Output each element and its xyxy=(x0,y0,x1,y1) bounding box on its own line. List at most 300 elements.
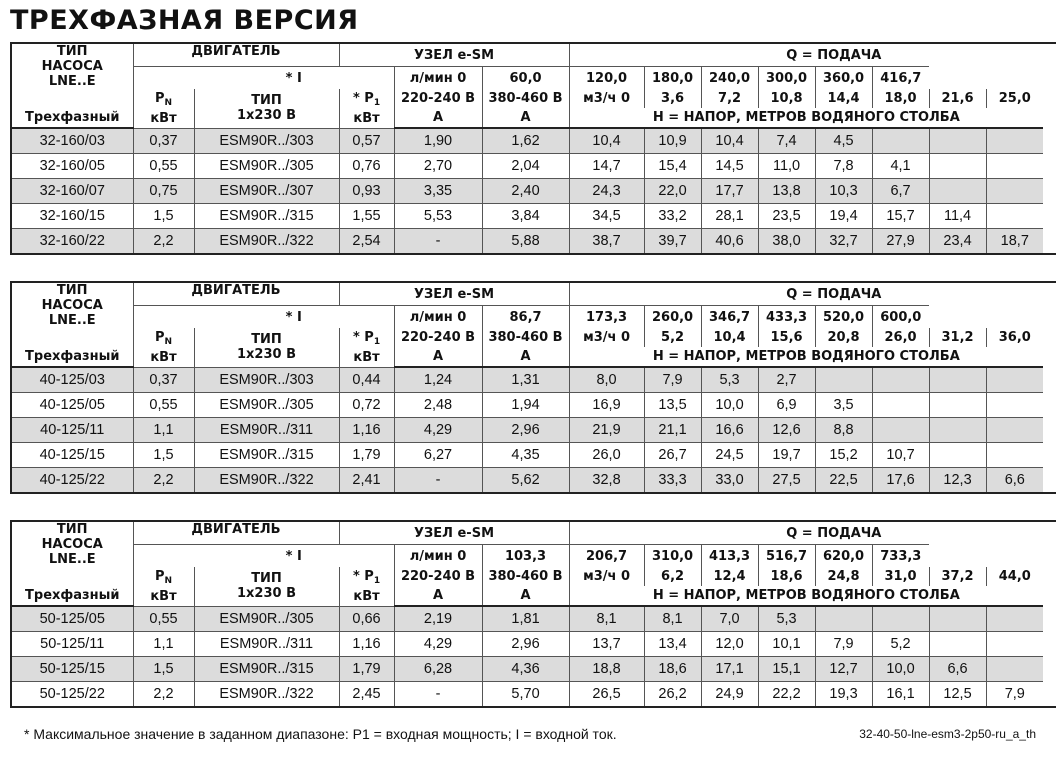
head-value: 5,3 xyxy=(758,606,815,632)
pump-type-line-2: НАСОСА xyxy=(41,537,103,552)
flow-lmin-value: 300,0 xyxy=(758,67,815,89)
motor-group-header: ДВИГАТЕЛЬ xyxy=(133,43,339,67)
current-220-value: - xyxy=(394,682,482,708)
flow-m3h-value: 31,2 xyxy=(929,328,986,347)
p1-value: 0,76 xyxy=(339,154,394,179)
pump-model: 40-125/15 xyxy=(11,443,133,468)
table-row xyxy=(11,443,1056,468)
p1-subscript: 1 xyxy=(373,575,381,586)
head-value: 27,5 xyxy=(758,468,815,494)
pn-label xyxy=(133,328,194,367)
flow-m3h-value: 7,2 xyxy=(701,89,758,108)
p1-unit: кВт xyxy=(353,110,380,126)
pump-table-1 xyxy=(10,42,1056,255)
current-380-value: 4,36 xyxy=(482,657,569,682)
pump-model: 32-160/07 xyxy=(11,179,133,204)
amp-unit-380: А xyxy=(482,347,569,367)
p1-unit: кВт xyxy=(353,588,380,604)
p1-value: 2,45 xyxy=(339,682,394,708)
table-row xyxy=(11,367,1056,393)
flow-lmin-value: 413,3 xyxy=(701,545,758,567)
p1-label xyxy=(339,89,394,128)
flow-m3h-value: 15,6 xyxy=(758,328,815,347)
flow-lmin-value: 240,0 xyxy=(701,67,758,89)
motor-group-header: ДВИГАТЕЛЬ xyxy=(133,282,339,306)
head-value xyxy=(929,418,986,443)
pn-value: 0,37 xyxy=(133,367,194,393)
head-value: 7,4 xyxy=(758,128,815,154)
head-value xyxy=(872,418,929,443)
esm-unit-header: УЗЕЛ e-SM xyxy=(339,521,569,545)
pump-model: 32-160/22 xyxy=(11,229,133,255)
head-value: 12,5 xyxy=(929,682,986,708)
flow-lmin-value: 103,3 xyxy=(482,545,569,567)
head-value xyxy=(986,179,1043,204)
head-value: 26,0 xyxy=(569,443,644,468)
head-header: Н = НАПОР, МЕТРОВ ВОДЯНОГО СТОЛБА xyxy=(569,108,1043,128)
current-380-value: 1,31 xyxy=(482,367,569,393)
head-value: 24,9 xyxy=(701,682,758,708)
flow-lmin-value: 620,0 xyxy=(815,545,872,567)
amp-unit-220: А xyxy=(394,347,482,367)
current-220-value: - xyxy=(394,468,482,494)
head-value xyxy=(872,393,929,418)
head-value: 19,7 xyxy=(758,443,815,468)
head-value xyxy=(986,393,1043,418)
head-value: 10,4 xyxy=(701,128,758,154)
head-value xyxy=(986,128,1043,154)
head-value: 7,0 xyxy=(701,606,758,632)
pn-unit: кВт xyxy=(150,588,177,604)
current-220-value: 3,35 xyxy=(394,179,482,204)
table-row xyxy=(11,468,1056,494)
esm-unit-header: УЗЕЛ e-SM xyxy=(339,43,569,67)
pump-table-3 xyxy=(10,520,1056,708)
motor-model: ESM90R../322 xyxy=(194,468,339,494)
p1-value: 1,16 xyxy=(339,418,394,443)
motor-model: ESM90R../311 xyxy=(194,418,339,443)
head-value xyxy=(986,154,1043,179)
p1-value: 0,66 xyxy=(339,606,394,632)
motor-model: ESM90R../305 xyxy=(194,154,339,179)
head-value: 22,5 xyxy=(815,468,872,494)
pump-type-label xyxy=(11,43,133,89)
flow-m3h-label: м3/ч 0 xyxy=(569,328,644,347)
flow-m3h-label: м3/ч 0 xyxy=(569,89,644,108)
head-value: 15,7 xyxy=(872,204,929,229)
blank-cell xyxy=(133,306,194,328)
table-row xyxy=(11,154,1056,179)
flow-m3h-value: 36,0 xyxy=(986,328,1043,347)
p1-label xyxy=(339,328,394,367)
head-value: 39,7 xyxy=(644,229,701,255)
head-value xyxy=(986,204,1043,229)
p1-value: 2,41 xyxy=(339,468,394,494)
table-row xyxy=(11,657,1056,682)
p1-unit: кВт xyxy=(353,349,380,365)
pump-type-line-3: LNE..E xyxy=(48,74,96,89)
flow-lmin-value: 520,0 xyxy=(815,306,872,328)
head-value xyxy=(986,418,1043,443)
head-value: 10,7 xyxy=(872,443,929,468)
current-380-value: 5,88 xyxy=(482,229,569,255)
p1-value: 0,57 xyxy=(339,128,394,154)
head-value: 11,4 xyxy=(929,204,986,229)
flow-lmin-label: л/мин 0 xyxy=(394,545,482,567)
current-220-value: 2,19 xyxy=(394,606,482,632)
flow-lmin-value: 600,0 xyxy=(872,306,929,328)
head-value: 12,0 xyxy=(701,632,758,657)
head-value xyxy=(929,632,986,657)
flow-m3h-value: 3,6 xyxy=(644,89,701,108)
page-title: ТРЕХФАЗНАЯ ВЕРСИЯ xyxy=(10,5,359,36)
pn-unit: кВт xyxy=(150,110,177,126)
current-380-value: 1,81 xyxy=(482,606,569,632)
head-value xyxy=(815,367,872,393)
flow-m3h-value: 25,0 xyxy=(986,89,1043,108)
motor-model: ESM90R../322 xyxy=(194,682,339,708)
motor-model: ESM90R../315 xyxy=(194,204,339,229)
head-value: 21,1 xyxy=(644,418,701,443)
pn-value: 2,2 xyxy=(133,682,194,708)
head-value: 12,7 xyxy=(815,657,872,682)
amp-unit-380: А xyxy=(482,108,569,128)
pump-type-label xyxy=(11,521,133,567)
head-value: 38,0 xyxy=(758,229,815,255)
flow-m3h-value: 37,2 xyxy=(929,567,986,586)
motor-type-label xyxy=(194,567,339,606)
head-value: 12,6 xyxy=(758,418,815,443)
pn-value: 1,5 xyxy=(133,204,194,229)
head-value: 10,0 xyxy=(872,657,929,682)
head-value xyxy=(986,657,1043,682)
head-value: 15,1 xyxy=(758,657,815,682)
motor-type-spec: 1x230 В xyxy=(237,108,297,124)
head-value: 7,9 xyxy=(644,367,701,393)
flow-lmin-value: 173,3 xyxy=(569,306,644,328)
motor-model: ESM90R../303 xyxy=(194,128,339,154)
pn-subscript: N xyxy=(164,575,173,586)
head-value: 6,6 xyxy=(929,657,986,682)
head-value: 12,3 xyxy=(929,468,986,494)
table-row xyxy=(11,229,1056,255)
current-380-value: 3,84 xyxy=(482,204,569,229)
phase-label: Трехфазный xyxy=(11,347,133,367)
table-row xyxy=(11,204,1056,229)
motor-model: ESM90R../311 xyxy=(194,632,339,657)
pn-value: 1,5 xyxy=(133,443,194,468)
head-value: 17,6 xyxy=(872,468,929,494)
pump-type-line-2: НАСОСА xyxy=(41,298,103,313)
head-header: Н = НАПОР, МЕТРОВ ВОДЯНОГО СТОЛБА xyxy=(569,586,1043,606)
flow-m3h-value: 10,8 xyxy=(758,89,815,108)
pump-model: 40-125/11 xyxy=(11,418,133,443)
head-value xyxy=(986,606,1043,632)
motor-type-title: ТИП xyxy=(251,93,282,109)
flow-m3h-value: 26,0 xyxy=(872,328,929,347)
current-380-value: 2,96 xyxy=(482,632,569,657)
head-value: 6,7 xyxy=(872,179,929,204)
flow-lmin-value: 360,0 xyxy=(815,67,872,89)
flow-lmin-value: 86,7 xyxy=(482,306,569,328)
flow-m3h-value: 12,4 xyxy=(701,567,758,586)
flow-m3h-value: 21,6 xyxy=(929,89,986,108)
amp-unit-220: А xyxy=(394,108,482,128)
flow-header: Q = ПОДАЧА xyxy=(569,521,1056,545)
pn-symbol: P xyxy=(154,568,165,584)
head-value: 13,5 xyxy=(644,393,701,418)
motor-type-label xyxy=(194,328,339,367)
head-value: 34,5 xyxy=(569,204,644,229)
head-value xyxy=(986,367,1043,393)
p1-subscript: 1 xyxy=(373,97,381,108)
head-value: 8,1 xyxy=(569,606,644,632)
current-220-value: 6,28 xyxy=(394,657,482,682)
flow-lmin-value: 60,0 xyxy=(482,67,569,89)
p1-value: 2,54 xyxy=(339,229,394,255)
motor-model: ESM90R../322 xyxy=(194,229,339,255)
head-value: 33,0 xyxy=(701,468,758,494)
voltage-220-header: 220-240 В xyxy=(394,89,482,108)
head-value: 13,8 xyxy=(758,179,815,204)
motor-model: ESM90R../315 xyxy=(194,657,339,682)
head-value: 32,8 xyxy=(569,468,644,494)
current-220-value: 1,90 xyxy=(394,128,482,154)
head-value: 10,0 xyxy=(701,393,758,418)
pump-model: 32-160/15 xyxy=(11,204,133,229)
p1-value: 0,93 xyxy=(339,179,394,204)
current-380-value: 2,04 xyxy=(482,154,569,179)
flow-lmin-value: 346,7 xyxy=(701,306,758,328)
pn-symbol: P xyxy=(154,329,165,345)
head-value: 27,9 xyxy=(872,229,929,255)
p1-prefix: * P xyxy=(352,568,374,584)
head-value xyxy=(872,367,929,393)
p1-value: 0,72 xyxy=(339,393,394,418)
current-380-value: 4,35 xyxy=(482,443,569,468)
p1-value: 1,55 xyxy=(339,204,394,229)
pump-type-line-1: ТИП xyxy=(56,283,88,298)
motor-model: ESM90R../305 xyxy=(194,606,339,632)
pn-unit: кВт xyxy=(150,349,177,365)
motor-type-spec: 1x230 В xyxy=(237,347,297,363)
head-value: 26,2 xyxy=(644,682,701,708)
head-value: 6,9 xyxy=(758,393,815,418)
pn-value: 0,75 xyxy=(133,179,194,204)
voltage-220-header: 220-240 В xyxy=(394,567,482,586)
head-value: 10,9 xyxy=(644,128,701,154)
current-220-value: 1,24 xyxy=(394,367,482,393)
head-value xyxy=(929,154,986,179)
head-value xyxy=(929,393,986,418)
flow-lmin-label: л/мин 0 xyxy=(394,67,482,89)
flow-lmin-label: л/мин 0 xyxy=(394,306,482,328)
pump-model: 50-125/05 xyxy=(11,606,133,632)
pn-value: 0,37 xyxy=(133,128,194,154)
head-value: 13,7 xyxy=(569,632,644,657)
head-value: 24,3 xyxy=(569,179,644,204)
esm-unit-header: УЗЕЛ e-SM xyxy=(339,282,569,306)
voltage-380-header: 380-460 В xyxy=(482,567,569,586)
pn-symbol: P xyxy=(154,90,165,106)
pn-value: 0,55 xyxy=(133,154,194,179)
flow-m3h-value: 31,0 xyxy=(872,567,929,586)
pump-type-label xyxy=(11,282,133,328)
head-value: 32,7 xyxy=(815,229,872,255)
phase-label: Трехфазный xyxy=(11,586,133,606)
table-row xyxy=(11,682,1056,708)
head-value: 21,9 xyxy=(569,418,644,443)
pump-type-line-1: ТИП xyxy=(56,44,88,59)
head-value: 13,4 xyxy=(644,632,701,657)
p1-prefix: * P xyxy=(352,90,374,106)
pn-value: 1,1 xyxy=(133,418,194,443)
head-value: 16,9 xyxy=(569,393,644,418)
pn-value: 0,55 xyxy=(133,606,194,632)
flow-lmin-value: 433,3 xyxy=(758,306,815,328)
head-value: 17,1 xyxy=(701,657,758,682)
table-row xyxy=(11,393,1056,418)
head-value: 40,6 xyxy=(701,229,758,255)
head-value: 23,4 xyxy=(929,229,986,255)
motor-group-header: ДВИГАТЕЛЬ xyxy=(133,521,339,545)
voltage-380-header: 380-460 В xyxy=(482,328,569,347)
flow-header: Q = ПОДАЧА xyxy=(569,43,1056,67)
head-value: 33,3 xyxy=(644,468,701,494)
p1-prefix: * P xyxy=(352,329,374,345)
head-value: 15,4 xyxy=(644,154,701,179)
flow-lmin-value: 260,0 xyxy=(644,306,701,328)
blank-cell xyxy=(133,67,194,89)
head-value xyxy=(929,179,986,204)
current-220-value: 4,29 xyxy=(394,632,482,657)
head-value: 33,2 xyxy=(644,204,701,229)
head-value xyxy=(929,443,986,468)
pump-model: 40-125/05 xyxy=(11,393,133,418)
head-value: 23,5 xyxy=(758,204,815,229)
current-220-value: 2,70 xyxy=(394,154,482,179)
motor-model: ESM90R../315 xyxy=(194,443,339,468)
table-row xyxy=(11,179,1056,204)
current-380-value: 2,40 xyxy=(482,179,569,204)
flow-m3h-value: 24,8 xyxy=(815,567,872,586)
flow-m3h-value: 18,6 xyxy=(758,567,815,586)
motor-type-title: ТИП xyxy=(251,332,282,348)
current-380-value: 5,70 xyxy=(482,682,569,708)
pump-type-line-2: НАСОСА xyxy=(41,59,103,74)
current-220-value: 2,48 xyxy=(394,393,482,418)
pn-value: 0,55 xyxy=(133,393,194,418)
head-value: 2,7 xyxy=(758,367,815,393)
pn-value: 2,2 xyxy=(133,229,194,255)
current-380-value: 1,94 xyxy=(482,393,569,418)
motor-type-spec: 1x230 В xyxy=(237,586,297,602)
head-value xyxy=(986,632,1043,657)
head-value: 10,4 xyxy=(569,128,644,154)
head-value: 22,0 xyxy=(644,179,701,204)
p1-subscript: 1 xyxy=(373,336,381,347)
head-value: 15,2 xyxy=(815,443,872,468)
blank-cell xyxy=(133,545,194,567)
head-value: 14,5 xyxy=(701,154,758,179)
head-value: 14,7 xyxy=(569,154,644,179)
motor-model: ESM90R../305 xyxy=(194,393,339,418)
flow-m3h-value: 20,8 xyxy=(815,328,872,347)
flow-lmin-value: 733,3 xyxy=(872,545,929,567)
pump-type-spacer xyxy=(11,89,133,108)
flow-m3h-label: м3/ч 0 xyxy=(569,567,644,586)
amp-unit-220: А xyxy=(394,586,482,606)
amp-unit-380: А xyxy=(482,586,569,606)
flow-lmin-value: 180,0 xyxy=(644,67,701,89)
pn-label xyxy=(133,567,194,606)
head-value: 18,6 xyxy=(644,657,701,682)
head-value: 5,3 xyxy=(701,367,758,393)
head-value: 5,2 xyxy=(872,632,929,657)
head-value: 8,8 xyxy=(815,418,872,443)
flow-m3h-value: 5,2 xyxy=(644,328,701,347)
p1-value: 0,44 xyxy=(339,367,394,393)
motor-model: ESM90R../303 xyxy=(194,367,339,393)
head-value xyxy=(815,606,872,632)
motor-type-title: ТИП xyxy=(251,571,282,587)
pn-value: 2,2 xyxy=(133,468,194,494)
head-value: 10,1 xyxy=(758,632,815,657)
flow-m3h-value: 6,2 xyxy=(644,567,701,586)
head-value xyxy=(929,128,986,154)
table-row xyxy=(11,418,1056,443)
pump-type-spacer xyxy=(11,567,133,586)
head-value: 18,8 xyxy=(569,657,644,682)
head-value: 19,4 xyxy=(815,204,872,229)
pump-type-line-3: LNE..E xyxy=(48,313,96,328)
flow-m3h-value: 14,4 xyxy=(815,89,872,108)
head-value: 17,7 xyxy=(701,179,758,204)
head-value: 24,5 xyxy=(701,443,758,468)
current-380-value: 2,96 xyxy=(482,418,569,443)
pn-value: 1,5 xyxy=(133,657,194,682)
head-value: 26,5 xyxy=(569,682,644,708)
phase-label: Трехфазный xyxy=(11,108,133,128)
pump-model: 40-125/03 xyxy=(11,367,133,393)
head-value: 4,5 xyxy=(815,128,872,154)
pump-model: 50-125/22 xyxy=(11,682,133,708)
pump-table-2 xyxy=(10,281,1056,494)
head-value xyxy=(872,606,929,632)
head-header: Н = НАПОР, МЕТРОВ ВОДЯНОГО СТОЛБА xyxy=(569,347,1043,367)
current-220-value: - xyxy=(394,229,482,255)
p1-value: 1,79 xyxy=(339,443,394,468)
motor-type-label xyxy=(194,89,339,128)
voltage-220-header: 220-240 В xyxy=(394,328,482,347)
current-header: * I xyxy=(194,67,394,89)
head-value xyxy=(929,367,986,393)
p1-label xyxy=(339,567,394,606)
head-value: 7,8 xyxy=(815,154,872,179)
current-header: * I xyxy=(194,545,394,567)
head-value: 8,0 xyxy=(569,367,644,393)
head-value: 11,0 xyxy=(758,154,815,179)
motor-model: ESM90R../307 xyxy=(194,179,339,204)
flow-m3h-value: 44,0 xyxy=(986,567,1043,586)
head-value: 22,2 xyxy=(758,682,815,708)
p1-value: 1,16 xyxy=(339,632,394,657)
table-row xyxy=(11,632,1056,657)
pump-model: 50-125/11 xyxy=(11,632,133,657)
pump-type-line-1: ТИП xyxy=(56,522,88,537)
flow-lmin-value: 516,7 xyxy=(758,545,815,567)
head-value: 38,7 xyxy=(569,229,644,255)
